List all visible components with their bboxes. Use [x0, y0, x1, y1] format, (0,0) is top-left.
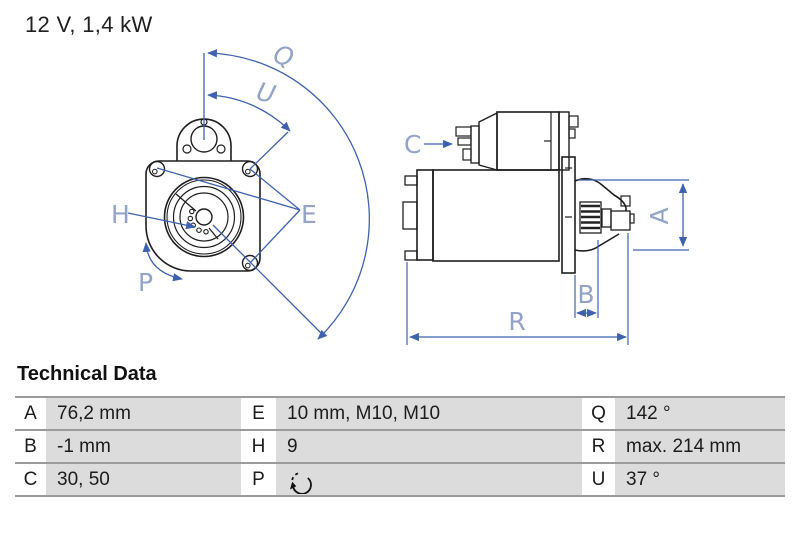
page-title: 12 V, 1,4 kW: [25, 12, 153, 37]
table-label: C: [15, 464, 46, 497]
rear-end-cap: [417, 170, 433, 260]
pinion-teeth: [581, 206, 600, 228]
dimension-lines: [128, 53, 689, 345]
table-label: A: [15, 398, 46, 431]
solenoid-stud-3: [463, 149, 471, 160]
technical-data-heading: Technical Data: [17, 363, 157, 385]
table-value: 37 °: [615, 464, 785, 497]
table-label: R: [582, 431, 615, 464]
mounting-flange-plate: [562, 157, 575, 273]
ray-Q: [213, 225, 322, 334]
angle-arc-Q: [208, 53, 369, 339]
rear-block: [403, 202, 417, 229]
table-label: H: [241, 431, 276, 464]
technical-data-table: [15, 396, 785, 497]
table-value: 30, 50: [46, 464, 241, 497]
label-c-terminal: C: [404, 130, 422, 159]
table-label: E: [241, 398, 276, 431]
table-value: 9: [276, 431, 582, 464]
leader-E-1: [157, 168, 300, 210]
label-e-holes: E: [301, 200, 317, 229]
rear-tab-top: [405, 176, 417, 185]
label-u-angle: U: [253, 76, 279, 110]
rotation-ccw-icon: [287, 468, 313, 494]
table-value: 76,2 mm: [46, 398, 241, 431]
label-p-rotation: P: [138, 268, 154, 297]
solenoid-stud-2: [458, 138, 471, 145]
table-label: B: [15, 431, 46, 464]
table-label: P: [241, 464, 276, 497]
solenoid-stud-1: [456, 127, 471, 136]
solenoid-terminal-block: [471, 126, 479, 163]
label-b-offset: B: [577, 280, 595, 309]
drive-housing-bottom: [575, 234, 619, 251]
leader-E-3: [250, 210, 300, 263]
label-h-spline: H: [111, 200, 130, 229]
label-a-diameter: A: [645, 207, 674, 225]
table-value: max. 214 mm: [615, 431, 785, 464]
label-r-length: R: [508, 307, 526, 336]
side-view-outline: [403, 112, 634, 273]
shaft-nub: [630, 214, 634, 223]
pinion-collar: [602, 209, 611, 227]
shaft-end-block: [611, 211, 630, 230]
table-label: Q: [582, 398, 615, 431]
table-value: 10 mm, M10, M10: [276, 398, 582, 431]
ray-U: [250, 132, 288, 169]
motor-body: [433, 170, 559, 261]
table-value-rotation: [276, 464, 582, 497]
leader-H: [128, 213, 195, 227]
leader-E-2: [250, 169, 300, 210]
tab-side-hole-right: [217, 145, 225, 153]
shaft-circle: [196, 209, 212, 225]
angle-arc-U: [208, 95, 290, 131]
table-value: 142 °: [615, 398, 785, 431]
label-q-angle: Q: [270, 39, 297, 73]
solenoid-end-plate: [559, 112, 569, 170]
table-value: -1 mm: [46, 431, 241, 464]
tab-side-hole-left: [183, 145, 191, 153]
solenoid-cap: [479, 113, 497, 170]
front-view-outline: [146, 119, 260, 271]
rear-tab-bottom: [405, 251, 417, 260]
table-label: U: [582, 464, 615, 497]
